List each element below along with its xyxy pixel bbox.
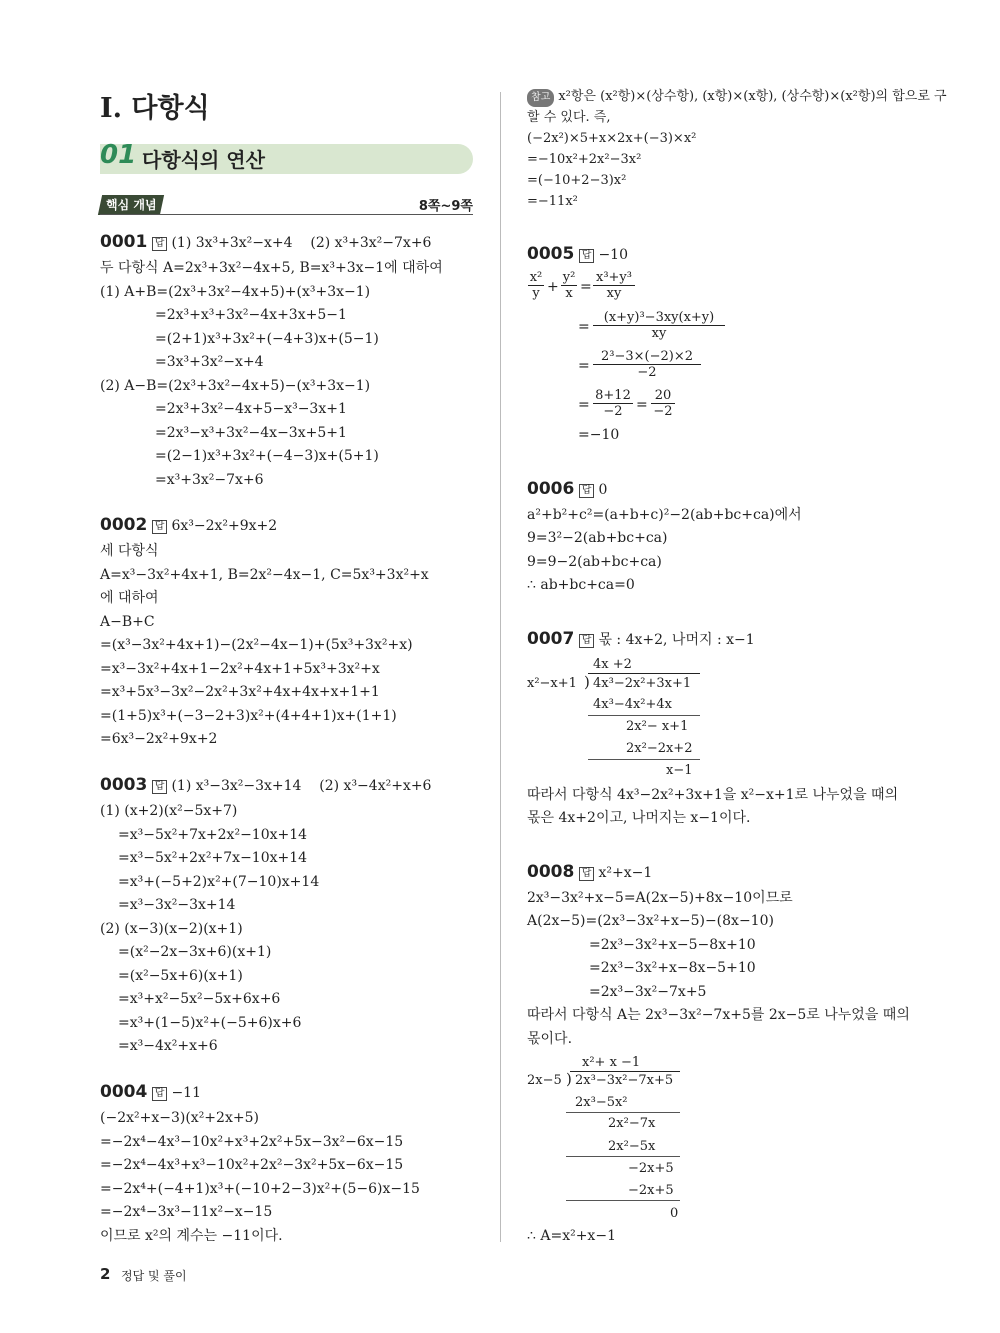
sol-line: ∴ ab+bc+ca=0	[527, 577, 635, 593]
equals-sign: =	[578, 319, 590, 335]
sol-line: (1) (x+2)(x²−5x+7)	[100, 803, 238, 819]
sol-line: =−2x⁴+(−4+1)x³+(−10+2−3)x²+(5−6)x−15	[100, 1181, 420, 1197]
chapter-title: 다항식의 연산	[142, 148, 265, 172]
long-division-step: 2x²−5x	[608, 1139, 656, 1154]
sol-line: 몫이다.	[527, 1031, 573, 1047]
note-line: =(−10+2−3)x²	[527, 173, 627, 188]
long-division-quotient: x²+ x −1	[582, 1055, 641, 1070]
plus-sign: +	[547, 279, 559, 295]
problem-0003-header: 0003 답 (1) x³−3x²−3x+14 (2) x³−4x²+x+6	[100, 775, 432, 795]
sol-line: =2x³−x³+3x²−4x−3x+5+1	[155, 425, 347, 441]
sol-line: A(2x−5)=(2x³−3x²+x−5)−(8x−10)	[527, 913, 774, 929]
division-bar	[588, 673, 700, 674]
sol-line: (1) A+B=(2x³+3x²−4x+5)+(x³+3x−1)	[100, 284, 371, 300]
sol-line: =−2x⁴−4x³−10x²+x³+2x²+5x−3x²−6x−15	[100, 1134, 404, 1150]
sol-line: =(x³−3x²+4x+1)−(2x²−4x−1)+(5x³+3x²+x)	[100, 637, 413, 653]
sol-line: 세 다항식	[100, 543, 159, 559]
sol-line: =x³+(−5+2)x²+(7−10)x+14	[118, 874, 320, 890]
problem-0008-header: 0008 답 x²+x−1	[527, 862, 653, 882]
sol-line: =x³+(1−5)x²+(−5+6)x+6	[118, 1015, 302, 1031]
fraction: $\frac{\text{2³−3×(−2)×2}}{-2}$	[593, 349, 701, 380]
long-division-step: 2x²− x+1	[626, 719, 689, 734]
sol-line: =x³−3x²+4x+1−2x²+4x+1+5x³+3x²+x	[100, 661, 380, 677]
long-division-divisor: 2x−5	[527, 1073, 562, 1088]
sol-line: =(x²−2x−3x+6)(x+1)	[118, 944, 272, 960]
sol-line: =x³+5x³−3x²−2x²+3x²+4x+4x+x+1+1	[100, 684, 380, 700]
long-division-step: 4x³−4x²+4x	[593, 697, 673, 712]
division-rule	[566, 1112, 680, 1113]
long-division-step: −2x+5	[628, 1183, 674, 1198]
problem-0007-header: 0007 답 몫 : 4x+2, 나머지 : x−1	[527, 629, 755, 649]
long-division-remainder: x−1	[666, 763, 693, 778]
sol-line: =x³−3x²−3x+14	[118, 897, 236, 913]
sol-line: 두 다항식 A=2x³+3x²−4x+5, B=x³+3x−1에 대하여	[100, 260, 443, 276]
sol-line: =x³−4x²+x+6	[118, 1038, 218, 1054]
problem-0001-header: 0001 답 (1) 3x³+3x²−x+4 (2) x³+3x²−7x+6	[100, 232, 432, 252]
sol-line: 2x³−3x²+x−5=A(2x−5)+8x−10이므로	[527, 890, 793, 906]
equals-sign: =	[578, 397, 590, 413]
fraction: $\frac{20}{-2}$	[651, 388, 675, 419]
chapter-number: 01	[100, 140, 137, 170]
long-division-step: 2x³−5x²	[575, 1095, 628, 1110]
problem-0006-header: 0006 답 0	[527, 479, 608, 499]
header-rule	[100, 214, 473, 215]
sol-line: =3x³+3x²−x+4	[155, 354, 264, 370]
sol-line: (2) (x−3)(x−2)(x+1)	[100, 921, 243, 937]
sol-line: a²+b²+c²=(a+b+c)²−2(ab+bc+ca)에서	[527, 507, 802, 523]
division-bracket: )	[584, 673, 590, 691]
problem-0005-header: 0005 답 −10	[527, 244, 628, 264]
division-rule	[566, 1156, 680, 1157]
sol-line: =x³+3x²−7x+6	[155, 472, 264, 488]
sol-line: 9=3²−2(ab+bc+ca)	[527, 530, 668, 546]
sol-line: =(2+1)x³+3x²+(−4+3)x+(5−1)	[155, 331, 379, 347]
footer-label: 정답 및 풀이	[121, 1269, 187, 1283]
division-rule	[566, 1200, 680, 1201]
fraction: $\frac{\text{y²}}{x}$	[562, 270, 576, 301]
equals-sign: =	[636, 397, 648, 413]
page-range: 8쪽~9쪽	[418, 199, 473, 214]
division-rule	[588, 715, 700, 716]
sol-line: =2x³−3x²+x−5−8x+10	[589, 937, 756, 953]
division-rule	[588, 759, 700, 760]
sol-line: 이므로 x²의 계수는 −11이다.	[100, 1228, 283, 1244]
note-line: 할 수 있다. 즉,	[527, 110, 611, 125]
sol-line: =−2x⁴−3x³−11x²−x−15	[100, 1204, 273, 1220]
sol-line: =x³−5x²+7x+2x²−10x+14	[118, 827, 308, 843]
long-division-step: −2x+5	[628, 1161, 674, 1176]
sol-line: =2x³−3x²+x−8x−5+10	[589, 960, 756, 976]
sol-line: (−2x²+x−3)(x²+2x+5)	[100, 1110, 259, 1126]
sol-line: =(1+5)x³+(−3−2+3)x²+(4+4+1)x+(1+1)	[100, 708, 397, 724]
long-division-dividend: 2x³−3x²−7x+5	[575, 1073, 674, 1088]
note-line: =−10x²+2x²−3x²	[527, 152, 642, 167]
sol-line: 따라서 다항식 4x³−2x²+3x+1을 x²−x+1로 나누었을 때의	[527, 787, 899, 803]
sol-line: =−2x⁴−4x³+x³−10x²+2x²−3x²+5x−6x−15	[100, 1157, 404, 1173]
problem-0002-header: 0002 답 6x³−2x²+9x+2	[100, 515, 278, 535]
equals-sign: =	[580, 279, 592, 295]
note-line: 참고 x²항은 (x²항)×(상수항), (x항)×(x항), (상수항)×(x²항)의 합으로 구	[527, 88, 947, 107]
page-number: 2	[100, 1265, 111, 1283]
sol-line: A=x³−3x²+4x+1, B=2x²−4x−1, C=5x³+3x²+x	[100, 567, 429, 583]
sol-line: =2x³+x³+3x²−4x+3x+5−1	[155, 307, 347, 323]
note-line: (−2x²)×5+x×2x+(−3)×x²	[527, 131, 697, 146]
core-concept-tag: 핵심 개념	[98, 195, 164, 215]
sol-line: 몫은 4x+2이고, 나머지는 x−1이다.	[527, 810, 751, 826]
sol-line: 9=9−2(ab+bc+ca)	[527, 554, 662, 570]
sol-line: =2x³+3x²−4x+5−x³−3x+1	[155, 401, 347, 417]
column-divider	[500, 92, 501, 1242]
sol-line: =(x²−5x+6)(x+1)	[118, 968, 243, 984]
fraction: $\frac{\text{x²}}{y}$	[529, 270, 543, 301]
sol-line: =2x³−3x²−7x+5	[589, 984, 707, 1000]
sol-line: ∴ A=x²+x−1	[527, 1228, 616, 1244]
sol-line: =−10	[578, 427, 620, 443]
sol-line: 따라서 다항식 A는 2x³−3x²−7x+5를 2x−5로 나누었을 때의	[527, 1007, 910, 1023]
sol-line: =6x³−2x²+9x+2	[100, 731, 218, 747]
long-division-dividend: 4x³−2x²+3x+1	[593, 676, 692, 691]
long-division-divisor: x²−x+1	[527, 676, 577, 691]
fraction: $\frac{\text{x³+y³}}{xy}$	[593, 270, 635, 301]
fraction: $\frac{\text{(x+y)³−3xy(x+y)}}{xy}$	[593, 310, 725, 341]
equals-sign: =	[578, 358, 590, 374]
fraction: $\frac{8+12}{-2}$	[593, 388, 633, 419]
section-title: I. 다항식	[100, 93, 210, 124]
long-division-step: 2x²−7x	[608, 1116, 656, 1131]
division-bracket: )	[566, 1070, 572, 1088]
long-division-quotient: 4x +2	[593, 657, 632, 672]
long-division-step: 2x²−2x+2	[626, 741, 693, 756]
sol-line: =x³+x²−5x²−5x+6x+6	[118, 991, 281, 1007]
sol-line: 에 대하여	[100, 590, 159, 606]
sol-line: (2) A−B=(2x³+3x²−4x+5)−(x³+3x−1)	[100, 378, 371, 394]
sol-line: =x³−5x²+2x²+7x−10x+14	[118, 850, 308, 866]
sol-line: =(2−1)x³+3x²+(−4−3)x+(5+1)	[155, 448, 379, 464]
problem-0004-header: 0004 답 −11	[100, 1082, 201, 1102]
sol-line: A−B+C	[100, 614, 155, 630]
note-line: =−11x²	[527, 194, 578, 209]
long-division-remainder: 0	[670, 1206, 679, 1221]
